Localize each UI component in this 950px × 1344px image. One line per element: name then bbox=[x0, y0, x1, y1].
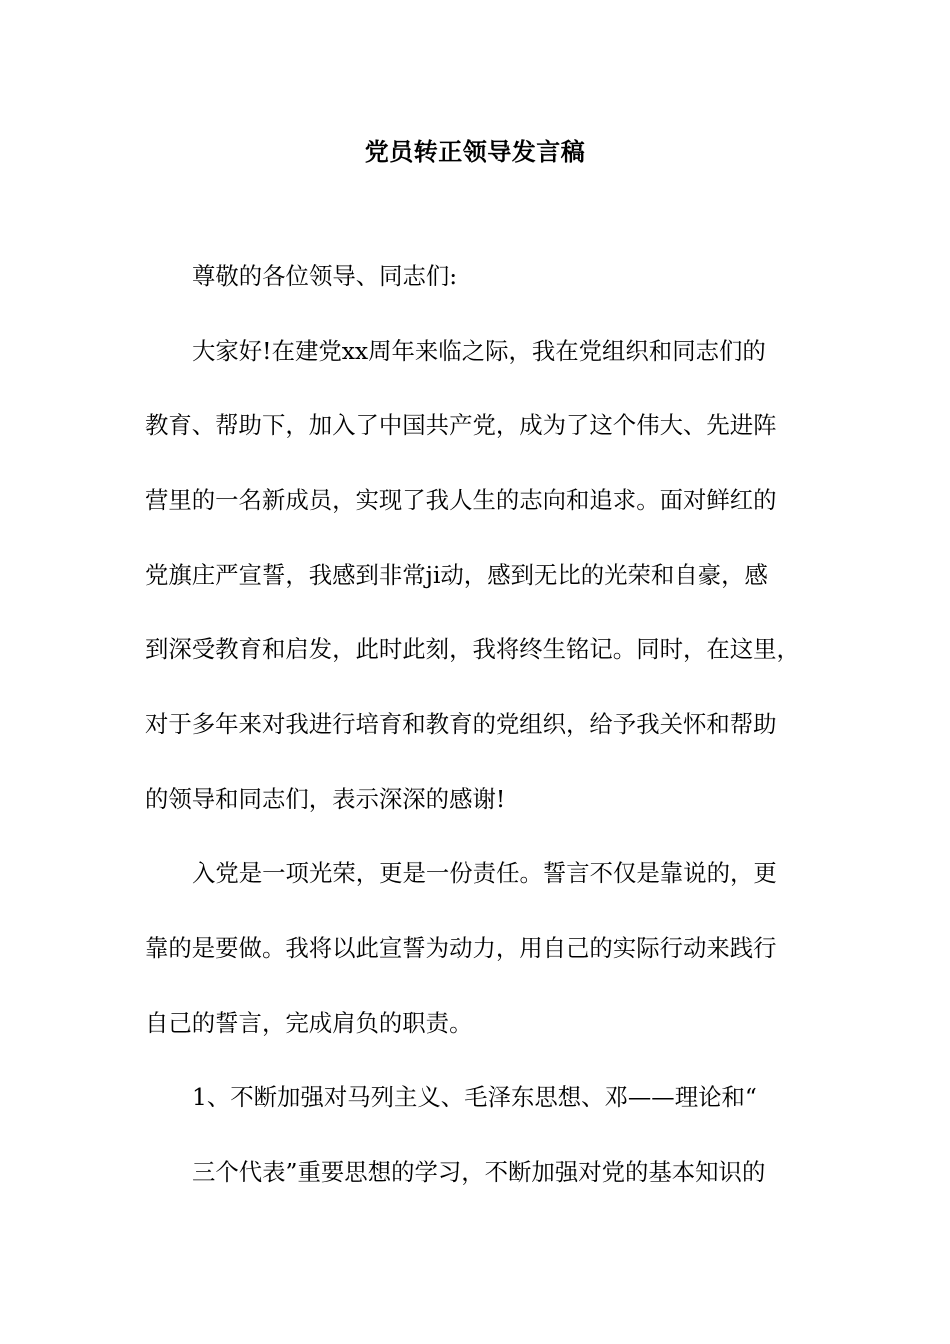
paragraph-line: 的领导和同志们，表示深深的感谢! bbox=[145, 785, 506, 813]
paragraph-line: 靠的是要做。我将以此宣誓为动力，用自己的实际行动来践行 bbox=[145, 934, 777, 962]
paragraph-line: 营里的一名新成员，实现了我人生的志向和追求。面对鲜红的 bbox=[145, 486, 777, 514]
paragraph-line: 教育、帮助下，加入了中国共产党，成为了这个伟大、先进阵 bbox=[145, 411, 777, 439]
paragraph-line: 对于多年来对我进行培育和教育的党组织，给予我关怀和帮助 bbox=[145, 710, 777, 738]
list-item-line: 1、不断加强对马列主义、毛泽东思想、邓——理论和“ bbox=[192, 1083, 757, 1111]
paragraph-line: 大家好!在建党xx周年来临之际，我在党组织和同志们的 bbox=[192, 337, 766, 365]
paragraph-line: 自己的誓言，完成肩负的职责。 bbox=[145, 1009, 473, 1037]
list-item-line: 三个代表”重要思想的学习，不断加强对党的基本知识的 bbox=[192, 1158, 766, 1186]
paragraph-line: 到深受教育和启发，此时此刻，我将终生铭记。同时，在这里， bbox=[145, 635, 800, 663]
document-title: 党员转正领导发言稿 bbox=[364, 137, 586, 166]
paragraph-line: 入党是一项光荣，更是一份责任。誓言不仅是靠说的，更 bbox=[192, 859, 777, 887]
salutation-line: 尊敬的各位领导、同志们: bbox=[192, 262, 458, 290]
paragraph-line: 党旗庄严宣誓，我感到非常ji动，感到无比的光荣和自豪，感 bbox=[145, 561, 768, 589]
